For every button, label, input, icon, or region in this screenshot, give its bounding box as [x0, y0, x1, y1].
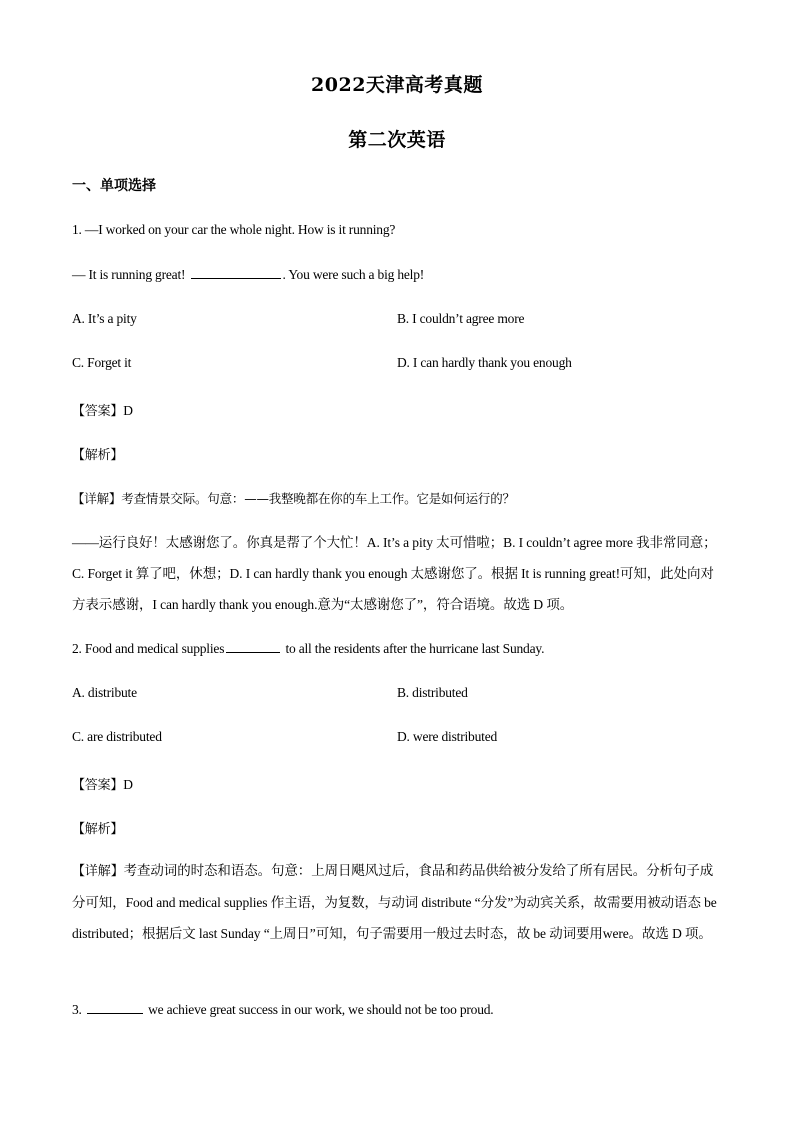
q2-option-a: A. distribute	[72, 685, 137, 700]
q1-answer-value: D	[123, 403, 133, 418]
page-title: 2022天津高考真题	[311, 74, 483, 96]
q2-explanation-text: 考查动词的时态和语态。句意：上周日飓风过后，食品和药品供给被分发给了所有居民。分析句子成分可知，Food and medical supplies 作主语，为复数，与动词 distribute “分发”为动宾关系，故需要用被动语态 be distributed；根据后文 last Sunday “上周日”可知，句子需要用一般过去时态，故 be 动词要用were。故选 D 项。	[72, 863, 717, 941]
analysis-label: 【解析】	[72, 822, 124, 837]
q1-option-b: B. I couldn’t agree more	[397, 311, 525, 326]
q3-prompt-start: 3.	[72, 1002, 85, 1017]
answer-label: 【答案】	[72, 778, 124, 793]
detail-label: 【详解】	[72, 491, 122, 506]
q2-prompt-end: to all the residents after the hurricane last Sunday.	[282, 641, 545, 656]
q2-option-b: B. distributed	[397, 685, 468, 700]
q1-reply	[72, 266, 424, 283]
q1-answer	[72, 400, 133, 419]
q1-detail	[72, 489, 515, 507]
q1-detail-text: 考查情景交际。句意：——我整晚都在你的车上工作。它是如何运行的？	[121, 491, 515, 506]
q3-prompt-end: we achieve great success in our work, we should not be too proud.	[144, 1002, 494, 1017]
q2-answer	[72, 774, 133, 793]
q2-option-c: C. are distributed	[72, 729, 162, 744]
q3-prompt	[72, 1001, 493, 1018]
q1-option-c: C. Forget it	[72, 355, 132, 370]
q1-analysis	[72, 444, 123, 463]
q1-explanation: ——运行良好！太感谢您了。你真是帮了个大忙！A. It’s a pity 太可惜啦；B. I couldn’t agree more 我非常同意；C. Forget it 算了吧，休想；D. I can hardly thank you enough 太感谢您了。根据 It is running great!可知，此处向对方表示感谢，I can hardly thank you enough.意为“太感谢您了”，符合语境。故选 D 项。	[72, 535, 717, 612]
answer-label: 【答案】	[72, 404, 124, 419]
q1-reply-end: . You were such a big help!	[282, 267, 425, 282]
page-subtitle: 第二次英语	[348, 129, 446, 151]
q2-prompt-start: 2. Food and medical supplies	[72, 641, 225, 656]
q2-explanation	[72, 855, 724, 949]
q1-reply-start: — It is running great!	[72, 267, 189, 282]
q2-analysis	[72, 818, 123, 837]
section-heading: 一、单项选择	[72, 178, 156, 194]
answer-blank	[87, 1001, 143, 1014]
q1-prompt: 1. —I worked on your car the whole night. How is it running?	[72, 222, 396, 237]
q1-option-a: A. It’s a pity	[72, 311, 137, 326]
detail-label: 【详解】	[72, 864, 124, 879]
answer-blank	[191, 266, 281, 279]
q2-answer-value: D	[123, 777, 133, 792]
analysis-label: 【解析】	[72, 448, 124, 463]
q2-prompt	[72, 640, 544, 657]
q1-option-d: D. I can hardly thank you enough	[397, 355, 572, 370]
answer-blank	[226, 640, 280, 653]
q2-option-d: D. were distributed	[397, 729, 498, 744]
